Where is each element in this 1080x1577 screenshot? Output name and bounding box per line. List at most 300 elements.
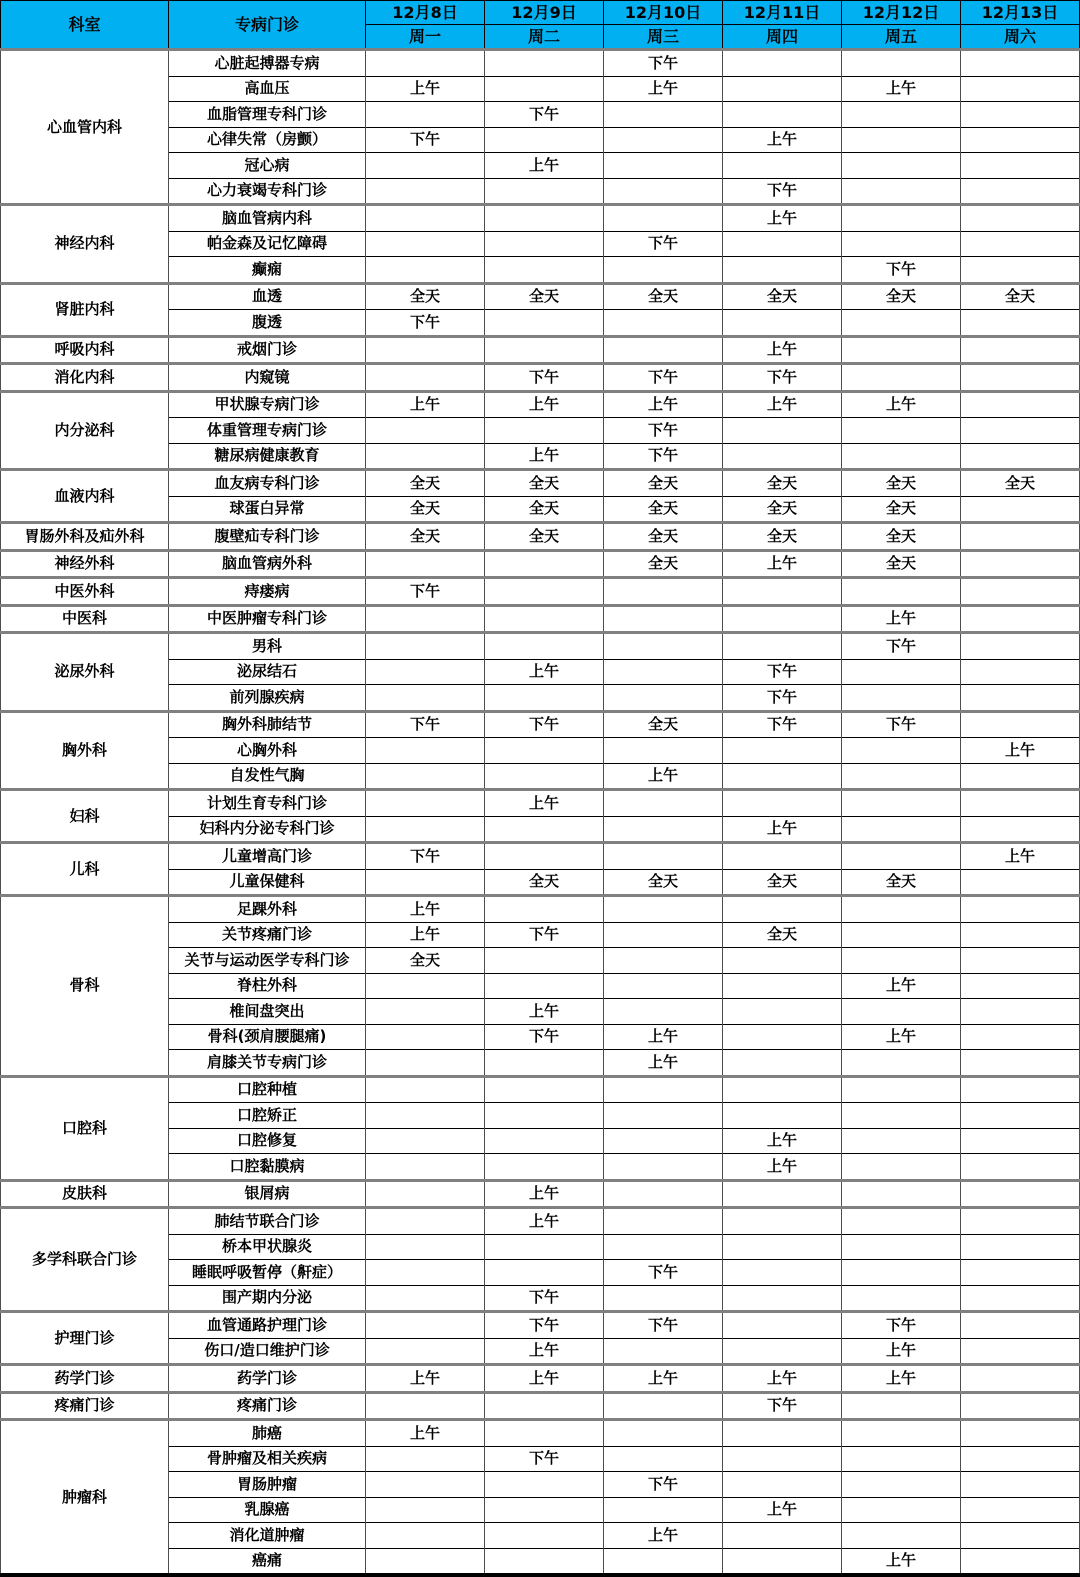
schedule-cell-empty: [961, 896, 1080, 923]
schedule-cell-empty: [485, 1420, 604, 1447]
schedule-cell-empty: [366, 1128, 485, 1154]
schedule-cell-empty: [604, 1076, 723, 1103]
schedule-cell-empty: [961, 1260, 1080, 1286]
schedule-cell-empty: [366, 231, 485, 257]
schedule-cell-empty: [366, 1497, 485, 1523]
schedule-cell: 下午: [485, 711, 604, 738]
clinic-cell: 心力衰竭专科门诊: [169, 178, 366, 205]
schedule-cell: 全天: [961, 470, 1080, 497]
clinic-cell: 消化道肿瘤: [169, 1523, 366, 1549]
clinic-cell: 银屑病: [169, 1180, 366, 1208]
schedule-cell-empty: [366, 816, 485, 843]
schedule-cell-empty: [961, 869, 1080, 896]
clinic-cell: 自发性气胸: [169, 763, 366, 790]
schedule-cell: 下午: [485, 1285, 604, 1312]
schedule-cell-empty: [842, 685, 961, 712]
schedule-cell: 下午: [485, 102, 604, 128]
schedule-cell-empty: [366, 1234, 485, 1260]
schedule-cell-empty: [366, 205, 485, 232]
schedule-cell: 上午: [723, 336, 842, 364]
schedule-cell-empty: [961, 1154, 1080, 1181]
schedule-cell: 全天: [485, 496, 604, 523]
clinic-cell: 脊柱外科: [169, 973, 366, 999]
clinic-cell: 腹透: [169, 310, 366, 337]
schedule-cell-empty: [366, 1208, 485, 1235]
department-cell: 中医科: [1, 605, 169, 633]
schedule-cell-empty: [485, 205, 604, 232]
clinic-cell: 口腔黏膜病: [169, 1154, 366, 1181]
schedule-cell-empty: [485, 1523, 604, 1549]
schedule-cell-empty: [961, 550, 1080, 578]
schedule-cell: 上午: [723, 1497, 842, 1523]
schedule-cell-empty: [842, 205, 961, 232]
schedule-cell-empty: [366, 550, 485, 578]
schedule-cell-empty: [961, 948, 1080, 974]
clinic-cell: 肺结节联合门诊: [169, 1208, 366, 1235]
schedule-cell-empty: [961, 391, 1080, 418]
schedule-cell: 下午: [485, 1312, 604, 1339]
schedule-cell: 上午: [723, 205, 842, 232]
schedule-cell: 上午: [842, 76, 961, 102]
schedule-cell-empty: [604, 633, 723, 660]
schedule-cell-empty: [604, 659, 723, 685]
clinic-cell: 心律失常（房颤）: [169, 127, 366, 153]
schedule-row: [1, 711, 1080, 738]
schedule-cell: 全天: [604, 470, 723, 497]
header-weekday: 周四: [723, 25, 842, 50]
schedule-cell-empty: [604, 1128, 723, 1154]
schedule-cell-empty: [961, 1446, 1080, 1472]
schedule-cell-empty: [604, 999, 723, 1025]
schedule-cell-empty: [366, 364, 485, 392]
schedule-cell: 下午: [604, 1260, 723, 1286]
schedule-cell: 下午: [366, 843, 485, 870]
schedule-cell-empty: [366, 973, 485, 999]
schedule-cell-empty: [604, 685, 723, 712]
schedule-cell-empty: [723, 843, 842, 870]
schedule-cell: 上午: [485, 999, 604, 1025]
schedule-cell-empty: [366, 1103, 485, 1129]
schedule-cell: 全天: [842, 283, 961, 310]
schedule-cell: 下午: [723, 1392, 842, 1420]
schedule-cell: 下午: [485, 922, 604, 948]
clinic-cell: 心脏起搏器专病: [169, 50, 366, 77]
schedule-cell-empty: [961, 153, 1080, 179]
schedule-cell-empty: [842, 153, 961, 179]
schedule-cell: 下午: [604, 231, 723, 257]
schedule-cell-empty: [961, 1472, 1080, 1498]
schedule-cell-empty: [485, 633, 604, 660]
schedule-cell-empty: [842, 102, 961, 128]
schedule-cell-empty: [842, 364, 961, 392]
schedule-cell-empty: [723, 999, 842, 1025]
schedule-cell-empty: [961, 1180, 1080, 1208]
department-cell: 血液内科: [1, 470, 169, 523]
schedule-cell-empty: [723, 1234, 842, 1260]
schedule-cell-empty: [366, 685, 485, 712]
schedule-cell: 上午: [366, 76, 485, 102]
schedule-cell: 全天: [366, 470, 485, 497]
schedule-row: [1, 50, 1080, 77]
schedule-cell-empty: [485, 816, 604, 843]
schedule-cell: 全天: [604, 283, 723, 310]
schedule-cell-empty: [961, 1103, 1080, 1129]
schedule-cell: 上午: [485, 153, 604, 179]
schedule-cell-empty: [961, 257, 1080, 284]
schedule-cell-empty: [723, 1208, 842, 1235]
schedule-row: [1, 205, 1080, 232]
schedule-cell-empty: [961, 1312, 1080, 1339]
clinic-cell: 关节疼痛门诊: [169, 922, 366, 948]
schedule-cell-empty: [842, 816, 961, 843]
schedule-cell-empty: [723, 763, 842, 790]
schedule-cell: 上午: [485, 659, 604, 685]
schedule-cell: 上午: [723, 1365, 842, 1393]
clinic-cell: 足踝外科: [169, 896, 366, 923]
schedule-row: [1, 391, 1080, 418]
department-cell: 呼吸内科: [1, 336, 169, 364]
schedule-cell-empty: [961, 310, 1080, 337]
schedule-cell-empty: [842, 336, 961, 364]
schedule-cell: 下午: [604, 1472, 723, 1498]
schedule-cell-empty: [961, 659, 1080, 685]
schedule-row: [1, 283, 1080, 310]
schedule-cell-empty: [604, 1285, 723, 1312]
schedule-cell-empty: [366, 738, 485, 764]
schedule-cell: 上午: [842, 1024, 961, 1050]
schedule-cell: 上午: [842, 1548, 961, 1575]
clinic-cell: 关节与运动医学专科门诊: [169, 948, 366, 974]
schedule-cell-empty: [842, 231, 961, 257]
schedule-cell-empty: [604, 738, 723, 764]
schedule-cell-empty: [485, 127, 604, 153]
schedule-cell: 上午: [604, 763, 723, 790]
schedule-cell-empty: [842, 763, 961, 790]
department-cell: 妇科: [1, 790, 169, 843]
schedule-cell-empty: [961, 816, 1080, 843]
schedule-row: [1, 1076, 1080, 1103]
schedule-cell-empty: [961, 496, 1080, 523]
schedule-cell-empty: [723, 605, 842, 633]
schedule-cell-empty: [842, 790, 961, 817]
schedule-cell-empty: [485, 1076, 604, 1103]
clinic-cell: 冠心病: [169, 153, 366, 179]
schedule-cell: 下午: [366, 711, 485, 738]
schedule-cell: 全天: [842, 550, 961, 578]
header-date: 12月13日: [961, 1, 1080, 25]
schedule-cell-empty: [723, 1024, 842, 1050]
schedule-cell-empty: [485, 50, 604, 77]
schedule-cell-empty: [485, 310, 604, 337]
schedule-cell-empty: [485, 578, 604, 606]
department-cell: 肾脏内科: [1, 283, 169, 336]
schedule-cell-empty: [961, 1497, 1080, 1523]
schedule-cell-empty: [485, 257, 604, 284]
schedule-cell-empty: [366, 1285, 485, 1312]
schedule-cell-empty: [961, 922, 1080, 948]
department-cell: 多学科联合门诊: [1, 1208, 169, 1312]
schedule-cell-empty: [485, 1548, 604, 1575]
department-cell: 胸外科: [1, 711, 169, 790]
schedule-cell: 全天: [723, 496, 842, 523]
schedule-cell: 下午: [604, 418, 723, 444]
clinic-cell: 围产期内分泌: [169, 1285, 366, 1312]
schedule-cell-empty: [961, 50, 1080, 77]
schedule-cell-empty: [604, 205, 723, 232]
schedule-cell: 全天: [604, 869, 723, 896]
department-cell: 药学门诊: [1, 1365, 169, 1393]
schedule-cell-empty: [842, 922, 961, 948]
schedule-row: [1, 1392, 1080, 1420]
schedule-cell-empty: [961, 711, 1080, 738]
department-cell: 内分泌科: [1, 391, 169, 470]
schedule-cell-empty: [366, 418, 485, 444]
schedule-cell: 全天: [604, 711, 723, 738]
schedule-cell-empty: [842, 1446, 961, 1472]
schedule-cell-empty: [604, 1234, 723, 1260]
schedule-cell-empty: [842, 443, 961, 470]
schedule-cell: 全天: [485, 869, 604, 896]
schedule-cell-empty: [604, 153, 723, 179]
schedule-cell-empty: [723, 231, 842, 257]
schedule-cell-empty: [485, 178, 604, 205]
schedule-cell: 下午: [485, 1446, 604, 1472]
schedule-row: [1, 523, 1080, 551]
schedule-cell-empty: [842, 1234, 961, 1260]
schedule-cell-empty: [842, 418, 961, 444]
schedule-cell: 下午: [723, 364, 842, 392]
schedule-row: [1, 1180, 1080, 1208]
clinic-cell: 计划生育专科门诊: [169, 790, 366, 817]
header-weekday: 周二: [485, 25, 604, 50]
schedule-row: [1, 896, 1080, 923]
schedule-cell: 上午: [604, 1523, 723, 1549]
clinic-cell: 癫痫: [169, 257, 366, 284]
schedule-cell-empty: [961, 790, 1080, 817]
department-cell: 消化内科: [1, 364, 169, 392]
schedule-cell-empty: [723, 418, 842, 444]
schedule-cell-empty: [604, 1548, 723, 1575]
schedule-cell-empty: [842, 1154, 961, 1181]
department-cell: 皮肤科: [1, 1180, 169, 1208]
schedule-cell-empty: [366, 633, 485, 660]
clinic-cell: 泌尿结石: [169, 659, 366, 685]
header-date: 12月12日: [842, 1, 961, 25]
schedule-cell-empty: [723, 578, 842, 606]
clinic-cell: 戒烟门诊: [169, 336, 366, 364]
department-cell: 口腔科: [1, 1076, 169, 1180]
schedule-cell: 全天: [961, 283, 1080, 310]
schedule-cell: 上午: [485, 1208, 604, 1235]
schedule-cell-empty: [842, 948, 961, 974]
schedule-cell: 下午: [842, 257, 961, 284]
schedule-cell-empty: [366, 1548, 485, 1575]
clinic-cell: 骨肿瘤及相关疾病: [169, 1446, 366, 1472]
schedule-cell-empty: [604, 1392, 723, 1420]
header-weekday: 周五: [842, 25, 961, 50]
schedule-cell-empty: [604, 1154, 723, 1181]
schedule-cell-empty: [485, 1392, 604, 1420]
clinic-cell: 药学门诊: [169, 1365, 366, 1393]
schedule-cell-empty: [604, 948, 723, 974]
schedule-cell: 全天: [604, 523, 723, 551]
schedule-cell-empty: [961, 1285, 1080, 1312]
clinic-cell: 睡眠呼吸暂停（鼾症）: [169, 1260, 366, 1286]
schedule-cell-empty: [485, 1497, 604, 1523]
schedule-cell-empty: [485, 231, 604, 257]
schedule-cell: 全天: [604, 550, 723, 578]
schedule-cell-empty: [366, 336, 485, 364]
header-date: 12月10日: [604, 1, 723, 25]
clinic-cell: 胃肠肿瘤: [169, 1472, 366, 1498]
schedule-cell-empty: [961, 763, 1080, 790]
schedule-cell-empty: [723, 1312, 842, 1339]
schedule-cell-empty: [604, 1180, 723, 1208]
clinic-cell: 体重管理专病门诊: [169, 418, 366, 444]
schedule-cell: 全天: [842, 496, 961, 523]
clinic-cell: 血透: [169, 283, 366, 310]
schedule-cell-empty: [366, 763, 485, 790]
schedule-row: [1, 1312, 1080, 1339]
schedule-cell-empty: [723, 1523, 842, 1549]
table-head: [1, 1, 1080, 50]
schedule-cell: 全天: [485, 470, 604, 497]
clinic-cell: 内窥镜: [169, 364, 366, 392]
header-weekday: 周六: [961, 25, 1080, 50]
schedule-cell-empty: [485, 418, 604, 444]
schedule-cell-empty: [842, 50, 961, 77]
clinic-cell: 口腔修复: [169, 1128, 366, 1154]
schedule-cell: 下午: [723, 659, 842, 685]
schedule-cell: 下午: [366, 127, 485, 153]
schedule-cell-empty: [366, 605, 485, 633]
schedule-cell-empty: [842, 1208, 961, 1235]
schedule-cell-empty: [723, 1472, 842, 1498]
department-cell: 泌尿外科: [1, 633, 169, 712]
schedule-cell: 上午: [723, 1154, 842, 1181]
schedule-cell-empty: [604, 1446, 723, 1472]
schedule-cell-empty: [961, 1338, 1080, 1365]
schedule-cell-empty: [842, 738, 961, 764]
schedule-cell-empty: [723, 896, 842, 923]
schedule-cell-empty: [723, 633, 842, 660]
schedule-cell-empty: [366, 1523, 485, 1549]
clinic-cell: 前列腺疾病: [169, 685, 366, 712]
schedule-cell-empty: [842, 1420, 961, 1447]
schedule-cell-empty: [366, 1050, 485, 1077]
header-date: 12月8日: [366, 1, 485, 25]
schedule-cell-empty: [961, 1024, 1080, 1050]
schedule-cell-empty: [366, 257, 485, 284]
clinic-cell: 痔瘘病: [169, 578, 366, 606]
clinic-cell: 癌痛: [169, 1548, 366, 1575]
clinic-cell: 骨科(颈肩腰腿痛): [169, 1024, 366, 1050]
clinic-cell: 中医肿瘤专科门诊: [169, 605, 366, 633]
header-weekday: 周三: [604, 25, 723, 50]
schedule-cell-empty: [842, 1076, 961, 1103]
schedule-cell-empty: [604, 922, 723, 948]
schedule-cell-empty: [723, 1050, 842, 1077]
schedule-cell-empty: [485, 948, 604, 974]
schedule-cell-empty: [485, 843, 604, 870]
schedule-cell-empty: [604, 257, 723, 284]
schedule-cell: 上午: [366, 896, 485, 923]
schedule-cell-empty: [723, 102, 842, 128]
schedule-cell-empty: [842, 896, 961, 923]
schedule-cell-empty: [485, 763, 604, 790]
schedule-cell-empty: [842, 1392, 961, 1420]
clinic-cell: 口腔矫正: [169, 1103, 366, 1129]
schedule-cell-empty: [961, 999, 1080, 1025]
schedule-cell-empty: [366, 1312, 485, 1339]
clinic-cell: 伤口/造口维护门诊: [169, 1338, 366, 1365]
schedule-cell-empty: [961, 231, 1080, 257]
schedule-cell-empty: [842, 659, 961, 685]
schedule-cell-empty: [842, 127, 961, 153]
schedule-cell-empty: [604, 336, 723, 364]
schedule-cell: 全天: [485, 523, 604, 551]
schedule-cell: 全天: [723, 283, 842, 310]
schedule-cell-empty: [961, 578, 1080, 606]
schedule-cell-empty: [961, 443, 1080, 470]
department-cell: 神经内科: [1, 205, 169, 284]
schedule-cell-empty: [604, 790, 723, 817]
schedule-cell: 上午: [485, 1180, 604, 1208]
schedule-cell: 全天: [723, 922, 842, 948]
header-department-label: 科室: [1, 1, 169, 50]
schedule-cell-empty: [485, 1050, 604, 1077]
schedule-cell: 下午: [604, 50, 723, 77]
schedule-cell: 全天: [366, 523, 485, 551]
schedule-row: [1, 1365, 1080, 1393]
schedule-cell-empty: [366, 999, 485, 1025]
schedule-cell-empty: [604, 896, 723, 923]
clinic-cell: 乳腺癌: [169, 1497, 366, 1523]
schedule-cell-empty: [366, 178, 485, 205]
schedule-cell-empty: [723, 1103, 842, 1129]
schedule-row: [1, 1208, 1080, 1235]
schedule-cell: 上午: [604, 1365, 723, 1393]
schedule-cell-empty: [604, 1103, 723, 1129]
clinic-cell: 儿童增高门诊: [169, 843, 366, 870]
schedule-cell: 全天: [842, 523, 961, 551]
schedule-cell-empty: [961, 633, 1080, 660]
schedule-cell-empty: [485, 605, 604, 633]
clinic-cell: 儿童保健科: [169, 869, 366, 896]
schedule-cell-empty: [961, 1076, 1080, 1103]
schedule-cell: 下午: [366, 578, 485, 606]
department-cell: 疼痛门诊: [1, 1392, 169, 1420]
schedule-cell-empty: [842, 578, 961, 606]
schedule-cell-empty: [604, 127, 723, 153]
schedule-cell-empty: [604, 1338, 723, 1365]
schedule-row: [1, 790, 1080, 817]
schedule-cell-empty: [366, 869, 485, 896]
schedule-cell-empty: [961, 1420, 1080, 1447]
schedule-cell-empty: [604, 578, 723, 606]
schedule-cell: 全天: [604, 496, 723, 523]
schedule-cell-empty: [723, 1076, 842, 1103]
schedule-cell-empty: [485, 550, 604, 578]
department-cell: 肿瘤科: [1, 1420, 169, 1576]
schedule-cell-empty: [366, 1260, 485, 1286]
schedule-cell: 全天: [842, 470, 961, 497]
table-body: [1, 50, 1080, 1576]
schedule-cell-empty: [842, 1180, 961, 1208]
header-date: 12月9日: [485, 1, 604, 25]
schedule-cell-empty: [366, 659, 485, 685]
schedule-cell: 上午: [366, 922, 485, 948]
